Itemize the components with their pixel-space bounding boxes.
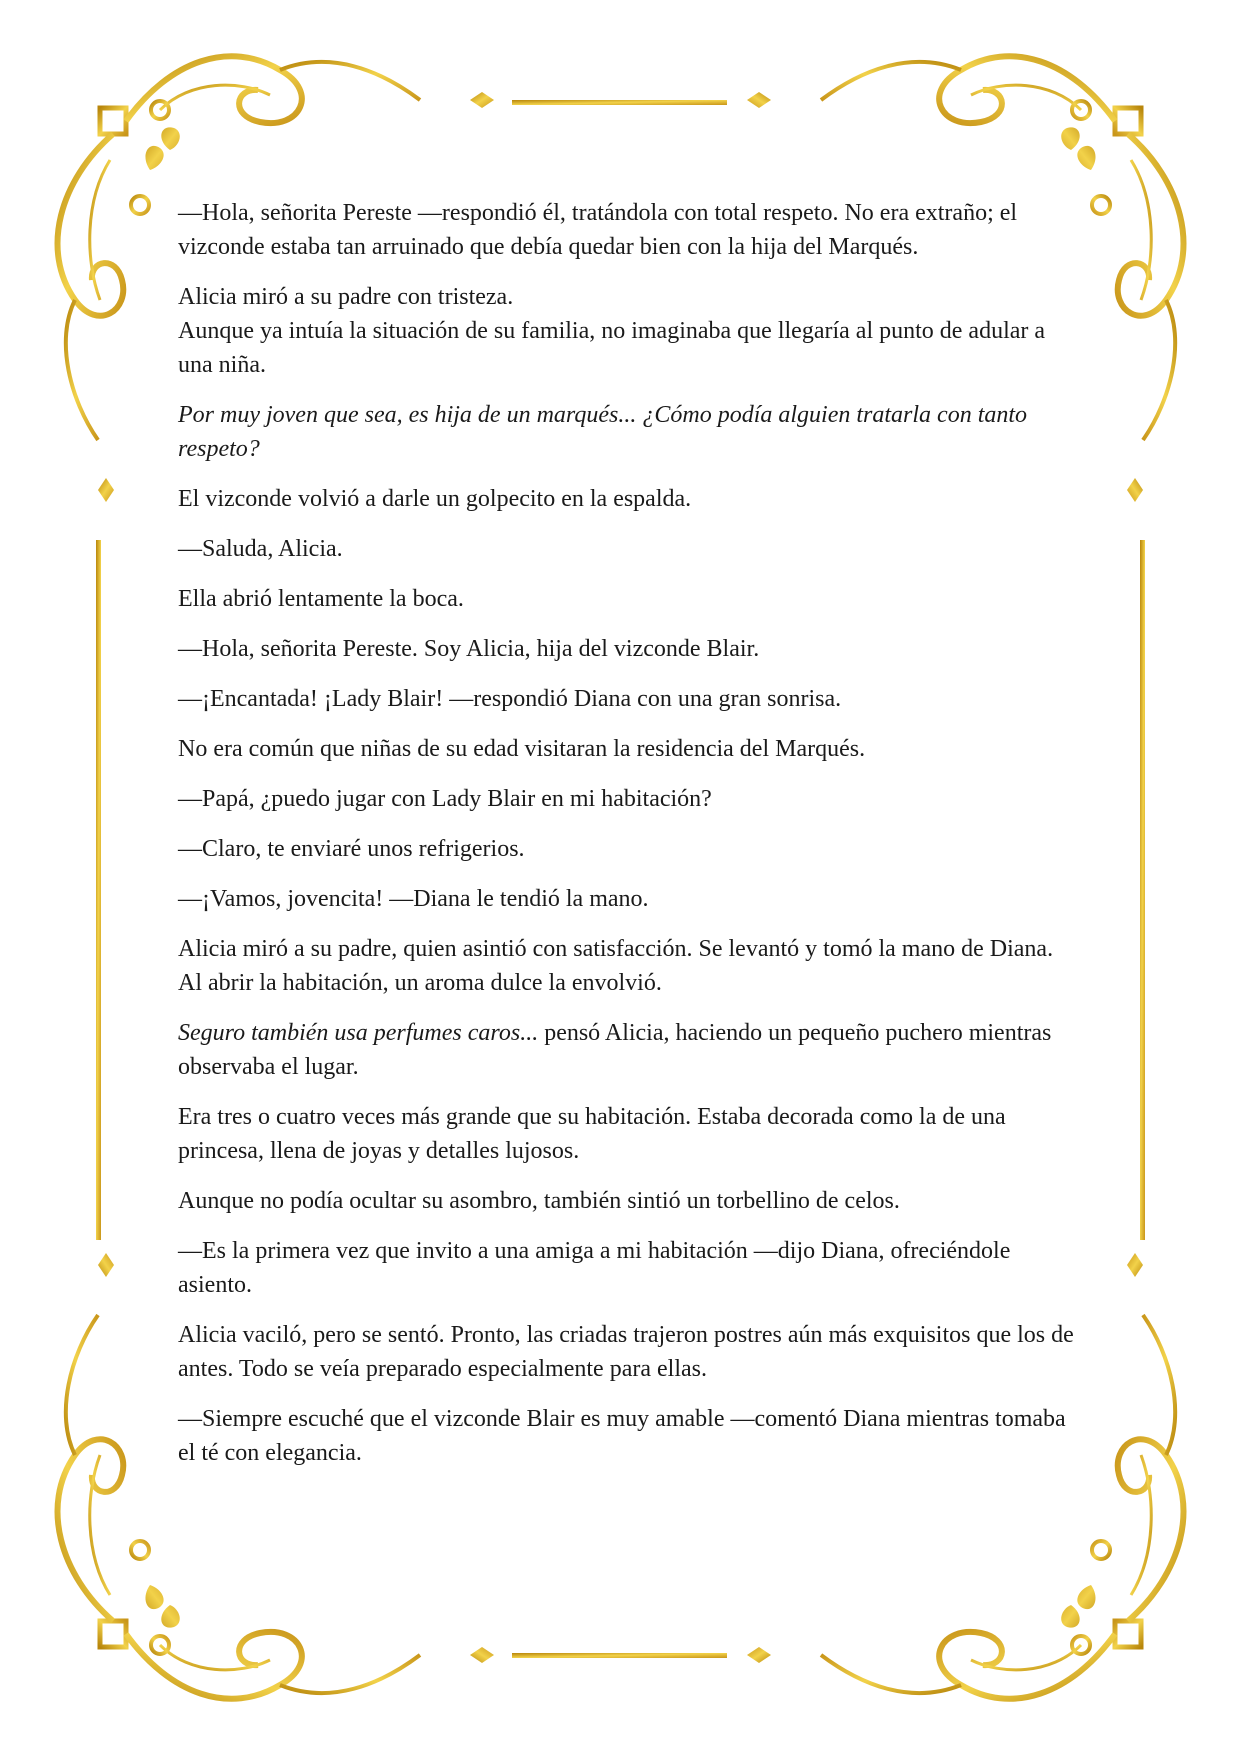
paragraph (178, 782, 1078, 816)
paragraph (178, 932, 1078, 1000)
paragraph (178, 1184, 1078, 1218)
paragraph (178, 196, 1078, 264)
paragraph (178, 882, 1078, 916)
paragraph (178, 482, 1078, 516)
paragraph (178, 280, 1078, 382)
paragraph-text: —Hola, señorita Pereste —respondió él, tratándola con total respeto. No era extraño; el vizconde estaba tan arruinado que debía quedar bien con la hija del Marqués. (178, 200, 1018, 260)
paragraph (178, 1234, 1078, 1302)
paragraph (178, 632, 1078, 666)
paragraph (178, 1318, 1078, 1386)
paragraph-text: —Papá, ¿puedo jugar con Lady Blair en mi habitación? (178, 786, 712, 812)
paragraph (178, 582, 1078, 616)
paragraph (178, 1402, 1078, 1470)
paragraph-text: —Saluda, Alicia. (178, 536, 343, 562)
paragraph-text: El vizconde volvió a darle un golpecito en la espalda. (178, 486, 692, 512)
italic-thought: Por muy joven que sea, es hija de un marqués... ¿Cómo podía alguien tratarla con tanto respeto? (178, 402, 1028, 462)
paragraph (178, 398, 1078, 466)
paragraph (178, 832, 1078, 866)
paragraph-text: Aunque no podía ocultar su asombro, también sintió un torbellino de celos. (178, 1188, 900, 1214)
paragraph-text: Alicia miró a su padre con tristeza. (178, 284, 514, 310)
paragraph-text: —Claro, te enviaré unos refrigerios. (178, 836, 525, 862)
paragraph-text: Aunque ya intuía la situación de su familia, no imaginaba que llegaría al punto de adular a una niña. (178, 318, 1046, 378)
paragraph (178, 532, 1078, 566)
paragraph-text: —¡Encantada! ¡Lady Blair! —respondió Diana con una gran sonrisa. (178, 686, 842, 712)
paragraph-text: —Hola, señorita Pereste. Soy Alicia, hija del vizconde Blair. (178, 636, 760, 662)
paragraph-text: No era común que niñas de su edad visitaran la residencia del Marqués. (178, 736, 866, 762)
paragraph-text: pensó Alicia, haciendo un pequeño puchero mientras observaba el lugar. (178, 1020, 1052, 1080)
story-text (178, 196, 1078, 1486)
paragraph-text: —Siempre escuché que el vizconde Blair es muy amable —comentó Diana mientras tomaba el té con elegancia. (178, 1406, 1066, 1466)
paragraph-text: Al abrir la habitación, un aroma dulce la envolvió. (178, 970, 662, 996)
paragraph-text: Alicia vaciló, pero se sentó. Pronto, las criadas trajeron postres aún más exquisitos que los de antes. Todo se veía preparado especialmente para ellas. (178, 1322, 1074, 1382)
paragraph-text: Era tres o cuatro veces más grande que su habitación. Estaba decorada como la de una princesa, llena de joyas y detalles lujosos. (178, 1104, 1006, 1164)
paragraph (178, 1016, 1078, 1084)
paragraph (178, 1100, 1078, 1168)
paragraph (178, 732, 1078, 766)
italic-thought: Seguro también usa perfumes caros... (178, 1020, 539, 1046)
paragraph-text: —¡Vamos, jovencita! —Diana le tendió la mano. (178, 886, 649, 912)
paragraph-text: Alicia miró a su padre, quien asintió con satisfacción. Se levantó y tomó la mano de Diana. (178, 936, 1054, 962)
paragraph (178, 682, 1078, 716)
paragraph-text: —Es la primera vez que invito a una amiga a mi habitación —dijo Diana, ofreciéndole asiento. (178, 1238, 1011, 1298)
paragraph-text: Ella abrió lentamente la boca. (178, 586, 464, 612)
